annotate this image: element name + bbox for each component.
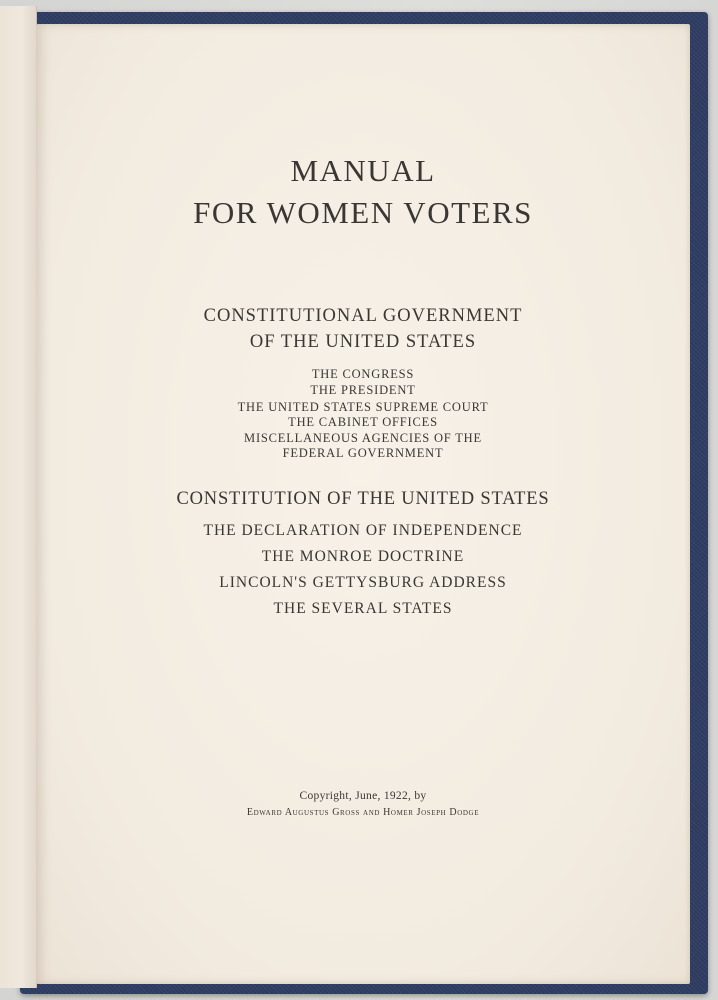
title-line-1: MANUAL — [290, 153, 436, 188]
contents-small-item: THE CABINET OFFICES — [288, 415, 438, 429]
copyright-authors: Edward Augustus Gross and Homer Joseph Dodge — [246, 807, 480, 818]
left-page-edge — [0, 6, 37, 988]
contents-small-item: THE CONGRESS — [311, 367, 415, 381]
subtitle-line-1: CONSTITUTIONAL GOVERNMENT — [203, 306, 523, 326]
contents-small-item: THE UNITED STATES SUPREME COURT — [237, 400, 489, 414]
copyright-line: Copyright, June, 1922, by — [299, 790, 427, 802]
contents-large-item: THE SEVERAL STATES — [273, 600, 453, 617]
contents-large-item: THE MONROE DOCTRINE — [261, 548, 465, 565]
subtitle-line-2: OF THE UNITED STATES — [249, 332, 477, 352]
contents-small-item: THE PRESIDENT — [310, 383, 416, 397]
constitution-heading: CONSTITUTION OF THE UNITED STATES — [176, 489, 550, 509]
contents-large-item: LINCOLN'S GETTYSBURG ADDRESS — [219, 574, 507, 591]
contents-large-item: THE DECLARATION OF INDEPENDENCE — [203, 522, 523, 539]
contents-small-item: FEDERAL GOVERNMENT — [282, 446, 444, 460]
contents-small-item: MISCELLANEOUS AGENCIES OF THE — [244, 431, 482, 445]
title-line-2: FOR WOMEN VOTERS — [193, 195, 533, 230]
title-page — [36, 24, 690, 984]
